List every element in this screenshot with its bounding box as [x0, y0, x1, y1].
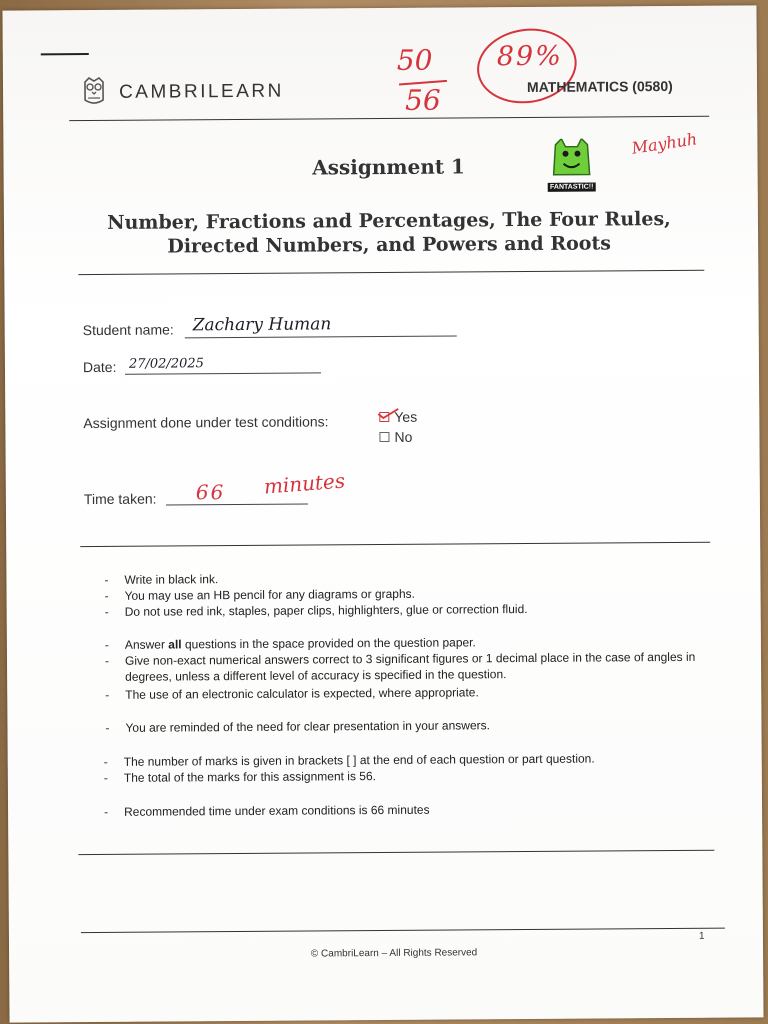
time-taken-line: [166, 504, 308, 506]
student-name-line: [185, 335, 457, 338]
no-checkbox[interactable]: [379, 432, 389, 442]
time-taken-unit: minutes: [262, 468, 346, 499]
instruction-item: - Give non-exact numerical answers correct to 3 significant figures or 1 decimal place in the case of angles in degrees, unless a different level of accuracy is specified in the question.: [104, 649, 696, 684]
instruction-item: - Do not use red ink, staples, paper clips, highlighters, glue or correction fluid.: [104, 601, 528, 619]
header-divider: [69, 116, 709, 121]
fields-divider: [80, 542, 710, 547]
frog-icon: [547, 139, 595, 181]
instruction-item: - You may use an HB pencil for any diagrams or graphs.: [104, 586, 415, 603]
brand-name: CAMBRILEARN: [118, 80, 284, 103]
instruction-item: - The number of marks is given in brackets [ ] at the end of each question or part question.: [103, 751, 595, 769]
date-label: Date:: [82, 358, 117, 376]
footer-divider: [81, 928, 725, 933]
worksheet-page: [2, 5, 763, 1022]
instruction-item: - Answer all questions in the space provided on the question paper.: [104, 635, 476, 652]
percentage-score: 89%: [496, 40, 563, 73]
topic-line-2: Directed Numbers, and Powers and Roots: [167, 232, 611, 258]
page-number: 1: [698, 930, 705, 942]
time-taken-value[interactable]: 66: [195, 480, 226, 505]
option-no[interactable]: [379, 429, 412, 445]
topic-line-1: Number, Fractions and Percentages, The Four Rules,: [107, 207, 671, 234]
assignment-title: Assignment 1: [312, 154, 466, 180]
date-line: [125, 372, 321, 374]
pen-mark: [41, 53, 89, 55]
instruction-item: - The total of the marks for this assignment is 56.: [103, 769, 377, 785]
date-value[interactable]: 27/02/2025: [128, 356, 204, 372]
time-taken-label: Time taken:: [83, 490, 157, 508]
instruction-item: - The use of an electronic calculator is expected, where appropriate.: [105, 685, 479, 702]
yes-check-mark: [377, 406, 399, 425]
instructions-divider: [78, 850, 714, 855]
test-conditions-label: Assignment done under test conditions:: [83, 413, 329, 432]
option-no-label: No: [394, 428, 413, 445]
option-yes-label: Yes: [394, 408, 418, 425]
instruction-item: - You are reminded of the need for clear presentation in your answers.: [105, 718, 490, 735]
owl-logo-icon: [81, 76, 107, 110]
title-divider: [78, 270, 704, 275]
student-name-value[interactable]: Zachary Human: [192, 314, 332, 336]
student-name-label: Student name:: [82, 321, 174, 339]
sticker-label: FANTASTIC!!: [548, 183, 596, 192]
assignment-topic: [4, 206, 768, 259]
score-denominator: 56: [404, 83, 441, 117]
subject-code: MATHEMATICS (0580): [526, 77, 673, 95]
copyright-notice: © CambriLearn – All Rights Reserved: [310, 947, 478, 960]
fantastic-sticker: [547, 139, 595, 193]
instruction-item: - Recommended time under exam conditions is 66 minutes: [104, 802, 430, 819]
teacher-signature: Mayhuh: [630, 129, 699, 158]
instruction-item: - Write in black ink.: [104, 572, 219, 587]
score-numerator: 50: [396, 43, 433, 77]
